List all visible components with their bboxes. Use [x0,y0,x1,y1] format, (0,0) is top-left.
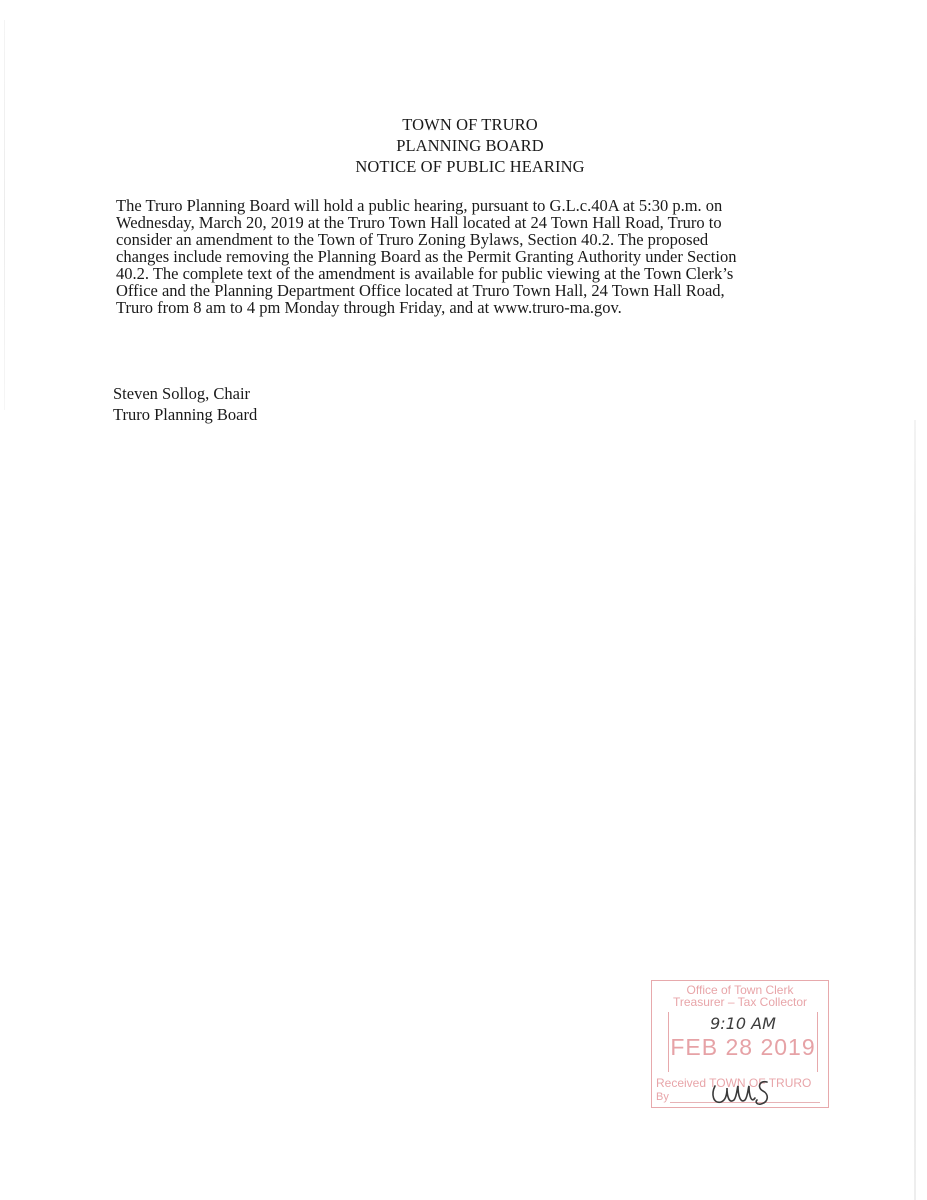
heading-town: TOWN OF TRURO [402,115,538,134]
paragraph-line: Office and the Planning Department Office located at Truro Town Hall, 24 Town Hall Road, [116,281,725,300]
handwritten-initials [707,1076,777,1108]
stamp-by-label: By [656,1091,669,1103]
stamp-received-line: Received TOWN OF TRURO [656,1076,812,1090]
stamp-treasurer-line: Treasurer – Tax Collector [672,995,808,1009]
stamp-office-line: Office of Town Clerk [686,983,794,997]
paragraph-line: 40.2. The complete text of the amendment is available for public viewing at the Town Clerk’s [116,264,734,283]
signature-board: Truro Planning Board [113,405,258,424]
paragraph-line: consider an amendment to the Town of Truro Zoning Bylaws, Section 40.2. The proposed [116,230,709,249]
heading-notice: NOTICE OF PUBLIC HEARING [355,157,585,176]
stamp-time: 9:10 AM [710,1014,776,1033]
paragraph-line: The Truro Planning Board will hold a public hearing, pursuant to G.L.c.40A at 5:30 p.m. on [116,196,723,215]
stamp-date-box [668,1012,818,1072]
paragraph-line: changes include removing the Planning Board as the Permit Granting Authority under Section [116,247,737,266]
received-stamp [651,980,829,1108]
paragraph-line: Truro from 8 am to 4 pm Monday through Friday, and at www.truro-ma.gov. [116,298,622,317]
scan-edge-right [914,420,916,1200]
stamp-date: FEB 28 2019 [670,1034,816,1060]
signature-name: Steven Sollog, Chair [113,384,251,403]
paragraph-line: Wednesday, March 20, 2019 at the Truro Town Hall located at 24 Town Hall Road, Truro to [116,213,722,232]
heading-board: PLANNING BOARD [396,136,544,155]
scan-edge-left [4,20,5,410]
